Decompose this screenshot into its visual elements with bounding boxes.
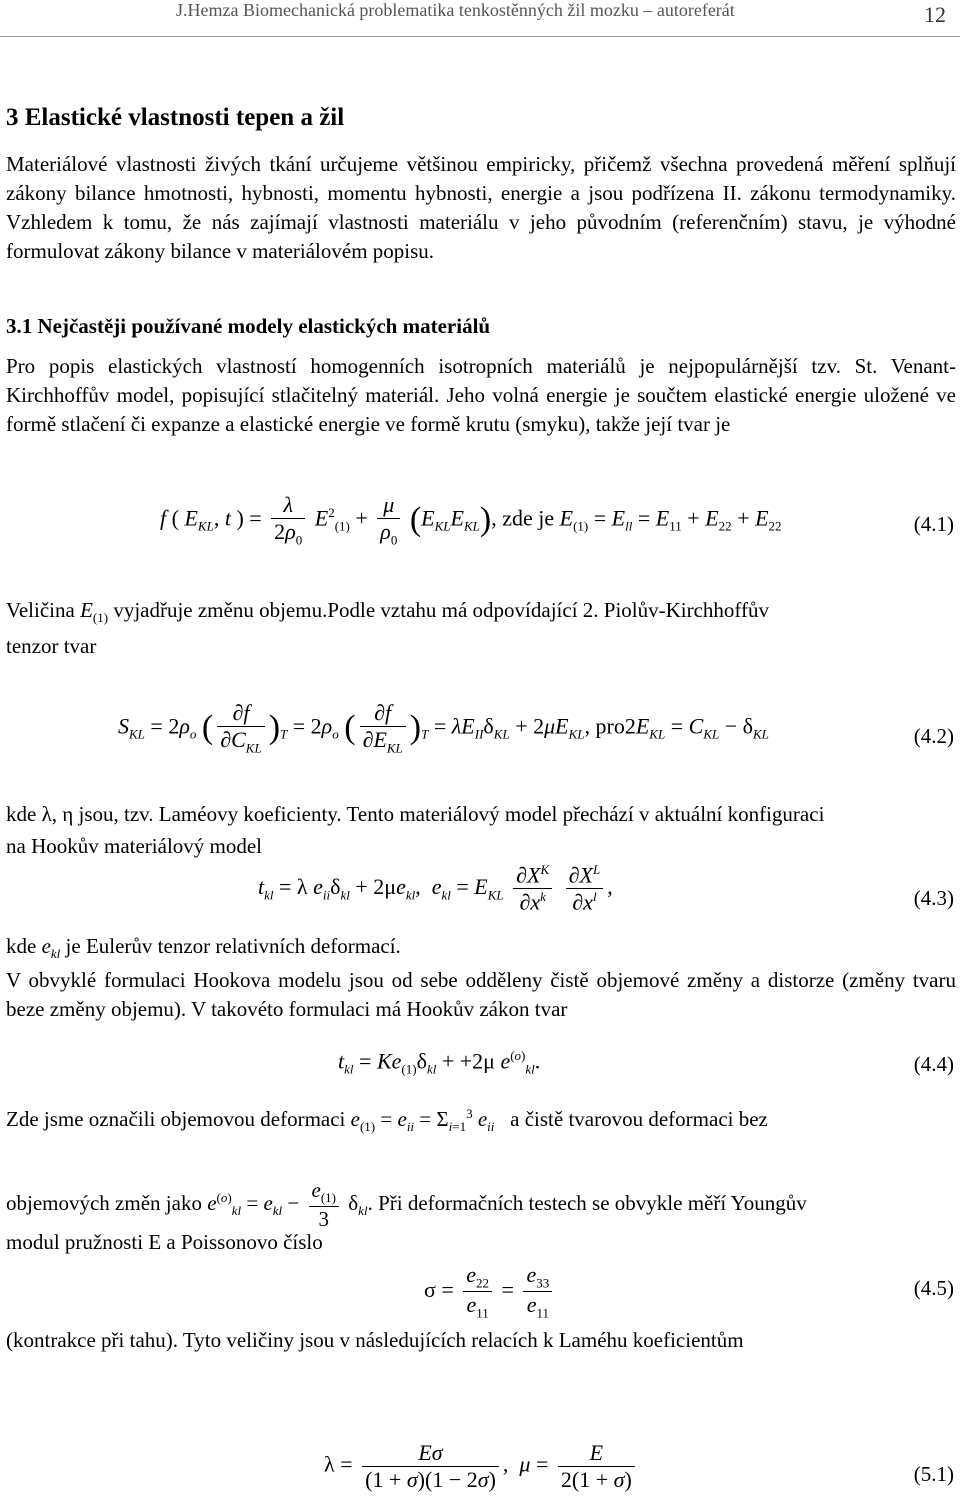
kde-text: kde: [6, 934, 37, 958]
equation-number: (4.1): [913, 512, 954, 536]
objemovych-text: objemových změn jako: [6, 1190, 202, 1215]
objemova-line: [6, 1106, 956, 1135]
velicina-text: Veličina: [6, 598, 75, 622]
equation-4-5: σ = $\frac{e_{22}}{e_{11}}$ = $\frac{e_{33}}{e_{11}}$: [424, 1262, 556, 1322]
equation-number: (4.5): [913, 1276, 954, 1300]
running-header: [0, 0, 960, 40]
volumetric-strain: $e_{(1)} = e_{ii} = \Sigma_{i=1}^3$ $e_{ii}$: [350, 1106, 495, 1135]
page-number: 12: [924, 2, 946, 27]
equation-4-1: f ( $E_{KL}$, t ) = $\frac{\lambda}{2\rho_0}$ $E^2_{(1)}$ + $\frac{\mu}{\rho_0}$ $(E_{KL}E_{KL})$, zde je $E_{(1)} = E_{ll} = E_{11} + E_{22} + E_{22}$: [160, 492, 782, 548]
objemova-text: Zde jsme označili objemovou deformaci: [6, 1107, 346, 1131]
tenzor-tvar-line: tenzor tvar: [6, 634, 97, 658]
equation-number: (5.1): [913, 1462, 954, 1486]
tvarova-text: a čistě tvarovou deformaci bez: [510, 1107, 768, 1131]
header-title: J.Hemza Biomechanická problematika tenkostěnných žil mozku – autoreferát: [176, 0, 735, 20]
paragraph-velicina: Veličina $E_{(1)}$ vyjadřuje změnu objemu.Podle vztahu má odpovídající 2. Piolův-Kirchhoffův: [6, 598, 770, 626]
deviatoric-strain: $e^{(o)}_{kl} = e_{kl}$ − $\frac{e_{(1)}}{3}$ $\delta_{kl}$: [207, 1178, 368, 1232]
equation-number: (4.2): [913, 724, 954, 748]
equation-number: (4.3): [913, 886, 954, 910]
zde-je-text: , zde je: [491, 505, 555, 531]
hookuv-line: na Hookův materiálový model: [6, 834, 263, 858]
equation-4-4: $t_{kl} = Ke_{(1)}\delta_{kl} + +2\mu$ $e^{(o)}_{kl}$.: [338, 1048, 541, 1077]
paragraph-lame: kde λ, η jsou, tzv. Laméovy koeficienty. Tento materiálový model přechází v aktuální konfiguraci: [6, 802, 825, 826]
pro-text: , pro: [584, 713, 625, 739]
equation-4-2: $S_{KL} = 2\rho_o$ ( $\frac{\partial f}{\partial C_{KL}}$ )$_T = 2\rho_o$ ( $\frac{\partial f}{\partial E_{KL}}$ )$_T = \lambda E_{II}\delta_{KL} + 2\mu E_{KL}$, $pro2E_{KL} = C_{KL} - \delta_{KL}$: [118, 700, 769, 756]
paragraph-venant: Pro popis elastických vlastností homogenních isotropních materiálů je nejpopulárnější tzv. St. Venant-Kirchhoffův model, popisující stlačitelný materiál. Jeho volná energie je součtem elastické energie uložené ve formě stlačení či expanze a elastické energie ve formě krutu (smyku), takže její tvar je: [6, 354, 956, 436]
deviator-line: [6, 1178, 807, 1232]
kontrakce-line: (kontrakce při tahu). Tyto veličiny jsou v následujících relacích k Laméhu koeficientům: [6, 1328, 744, 1352]
velicina-rest: vyjadřuje změnu objemu.Podle vztahu má odpovídající 2. Piolův-Kirchhoffův: [113, 598, 770, 622]
euleruv-text: je Eulerův tenzor relativních deformací.: [65, 934, 401, 958]
section-title: 3 Elastické vlastnosti tepen a žil: [6, 104, 345, 131]
poisson-line: modul pružnosti E a Poissonovo číslo: [6, 1230, 323, 1254]
equation-4-3: $t_{kl} = \lambda$ $e_{ii}\delta_{kl} + 2\mu e_{kl}$, $e_{kl} = E_{KL}$ $\frac{\partial X^K}{\partial x^k}$ $\frac{\partial X^L}{\partial x^l}$ ,: [258, 862, 613, 915]
subsection-title: 3.1 Nejčastěji používané modely elastických materiálů: [6, 314, 491, 338]
intro-paragraph: Materiálové vlastnosti živých tkání určujeme většinou empiricky, přičemž všechna provedená měření splňují zákony bilance hmotnosti, hybnosti, momentu hybnosti, energie a jsou podřízena II. zákonu termodynamiky. Vzhledem k tomu, že nás zajímají vlastnosti materiálu v jeho původním (referenčním) stavu, je výhodné formulovat zákony bilance v materiálovém popisu.: [6, 152, 956, 263]
paragraph-hooke: V obvyklé formulaci Hookova modelu jsou od sebe odděleny čistě objemové změny a distorze (změny tvaru beze změny objemu). V takovéto formulaci má Hookův zákon tvar: [6, 968, 956, 1021]
header-rule: [0, 36, 960, 37]
equation-5-1: λ = $\frac{E\sigma}{(1 + \sigma)(1 - 2\sigma)}$ , μ = $\frac{E}{2(1 + \sigma)}$: [324, 1440, 639, 1493]
equation-number: (4.4): [913, 1052, 954, 1076]
young-text: . Při deformačních testech se obvykle měří Youngův: [367, 1190, 807, 1215]
euleruv-line: kde $e_{kl}$ je Eulerův tenzor relativních deformací.: [6, 934, 401, 962]
